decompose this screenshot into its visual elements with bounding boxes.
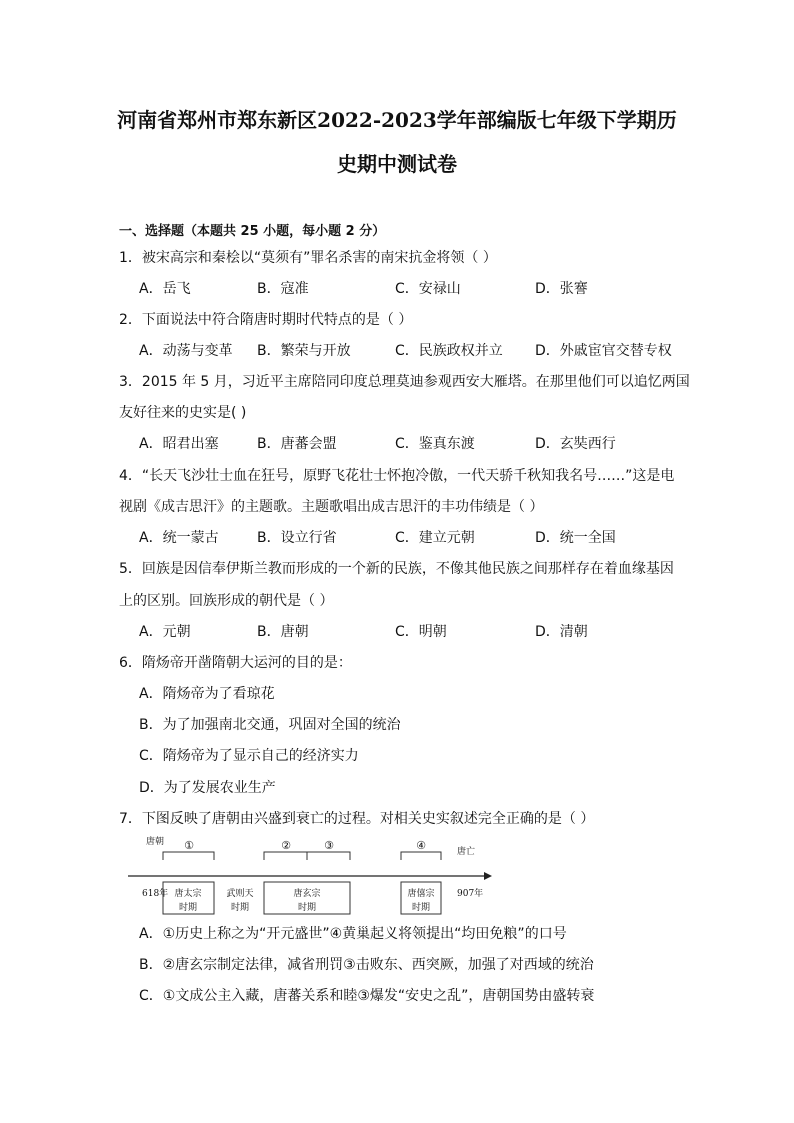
bracket-1 bbox=[163, 852, 214, 860]
question-1-stem: 1．被宋高宗和秦桧以“莫须有”罪名杀害的南宋抗金将领（ ） bbox=[119, 250, 497, 266]
option-c[interactable]: C．鉴真东渡 bbox=[395, 436, 475, 452]
option-d[interactable]: D．统一全国 bbox=[535, 530, 616, 546]
marker-2: ② bbox=[281, 839, 291, 852]
option-d[interactable]: D．清朝 bbox=[535, 624, 588, 640]
question-4-stem-line2: 视剧《成吉思汗》的主题歌。主题歌唱出成吉思汗的丰功伟绩是（ ） bbox=[119, 499, 544, 515]
question-3-stem-line1: 3．2015 年 5 月，习近平主席陪同印度总理莫迪参观西安大雁塔。在那里他们可以追忆两国 bbox=[119, 374, 690, 390]
section-heading: 一、选择题（本题共 25 小题，每小题 2 分） bbox=[119, 224, 386, 239]
question-6-option-d[interactable]: D．为了发展农业生产 bbox=[139, 780, 276, 796]
question-3-options bbox=[119, 434, 679, 454]
option-c[interactable]: C．安禄山 bbox=[395, 281, 461, 297]
option-a[interactable]: A．昭君出塞 bbox=[139, 436, 219, 452]
option-c[interactable]: C．民族政权并立 bbox=[395, 343, 503, 359]
question-6-option-c[interactable]: C．隋炀帝为了显示自己的经济实力 bbox=[139, 748, 359, 764]
timeline-end-year: 907年 bbox=[457, 889, 484, 899]
option-d[interactable]: D．玄奘西行 bbox=[535, 436, 616, 452]
period-taizong-sub: 时期 bbox=[178, 903, 198, 913]
option-b[interactable]: B．唐蕃会盟 bbox=[257, 436, 337, 452]
option-a[interactable]: A．统一蒙古 bbox=[139, 530, 219, 546]
option-b[interactable]: B．繁荣与开放 bbox=[257, 343, 351, 359]
period-xuanzong-sub: 时期 bbox=[297, 903, 317, 913]
question-2-stem: 2．下面说法中符合隋唐时期时代特点的是（ ） bbox=[119, 312, 413, 328]
marker-4: ④ bbox=[416, 839, 426, 852]
option-c[interactable]: C．建立元朝 bbox=[395, 530, 475, 546]
period-xizong: 唐僖宗 bbox=[407, 889, 435, 899]
option-b[interactable]: B．设立行省 bbox=[257, 530, 337, 546]
option-b[interactable]: B．寇准 bbox=[257, 281, 309, 297]
option-d[interactable]: D．外戚宦官交替专权 bbox=[535, 343, 672, 359]
option-a[interactable]: A．岳飞 bbox=[139, 281, 191, 297]
exam-title-line2: 史期中测试卷 bbox=[337, 152, 457, 176]
period-xuanzong: 唐玄宗 bbox=[293, 889, 321, 899]
question-7-stem: 7．下图反映了唐朝由兴盛到衰亡的过程。对相关史实叙述完全正确的是（ ） bbox=[119, 811, 595, 827]
question-6-option-b[interactable]: B．为了加强南北交通，巩固对全国的统治 bbox=[139, 717, 401, 733]
bracket-4 bbox=[401, 852, 441, 860]
marker-3: ③ bbox=[324, 839, 334, 852]
question-6-option-a[interactable]: A．隋炀帝为了看琼花 bbox=[139, 686, 275, 702]
question-3-stem-line2: 友好往来的史实是( ) bbox=[119, 405, 247, 421]
question-7-option-c[interactable]: C．①文成公主入藏，唐蕃关系和睦③爆发“安史之乱”，唐朝国势由盛转衰 bbox=[139, 988, 595, 1004]
question-2-options bbox=[119, 341, 679, 361]
option-a[interactable]: A．动荡与变革 bbox=[139, 343, 233, 359]
question-5-stem-line1: 5．回族是因信奉伊斯兰教而形成的一个新的民族，不像其他民族之间那样存在着血缘基因 bbox=[119, 561, 674, 577]
question-4-stem-line1: 4．“长天飞沙壮士血在狂号，原野飞花壮士怀抱冷傲，一代天骄千秋知我名号……”这是电 bbox=[119, 468, 675, 484]
period-wuzetian-sub: 时期 bbox=[230, 903, 250, 913]
question-1-options bbox=[119, 279, 679, 299]
marker-1: ① bbox=[184, 839, 194, 852]
question-5-stem-line2: 上的区别。回族形成的朝代是（ ） bbox=[119, 593, 334, 609]
question-6-stem: 6．隋炀帝开凿隋朝大运河的目的是： bbox=[119, 655, 352, 671]
question-7-option-a[interactable]: A．①历史上称之为“开元盛世”④黄巢起义将领提出“均田免粮”的口号 bbox=[139, 926, 567, 942]
timeline-end-label: 唐亡 bbox=[457, 847, 476, 857]
question-7-option-b[interactable]: B．②唐玄宗制定法律，减省刑罚③击败东、西突厥，加强了对西域的统治 bbox=[139, 957, 594, 973]
timeline-start-label: 唐朝 bbox=[146, 837, 165, 847]
axis-arrow bbox=[484, 872, 492, 880]
timeline-start-year: 618年 bbox=[142, 889, 169, 899]
period-wuzetian: 武则天 bbox=[226, 889, 254, 899]
tang-dynasty-timeline bbox=[126, 832, 496, 918]
period-xizong-sub: 时期 bbox=[411, 903, 431, 913]
timeline-graphic bbox=[126, 832, 496, 918]
exam-title-line1: 河南省郑州市郑东新区2022-2023学年部编版七年级下学期历 bbox=[117, 108, 677, 132]
option-b[interactable]: B．唐朝 bbox=[257, 624, 309, 640]
option-c[interactable]: C．明朝 bbox=[395, 624, 447, 640]
question-5-options bbox=[119, 622, 679, 642]
period-taizong: 唐太宗 bbox=[174, 889, 202, 899]
question-4-options bbox=[119, 528, 679, 548]
option-d[interactable]: D．张謇 bbox=[535, 281, 588, 297]
option-a[interactable]: A．元朝 bbox=[139, 624, 191, 640]
